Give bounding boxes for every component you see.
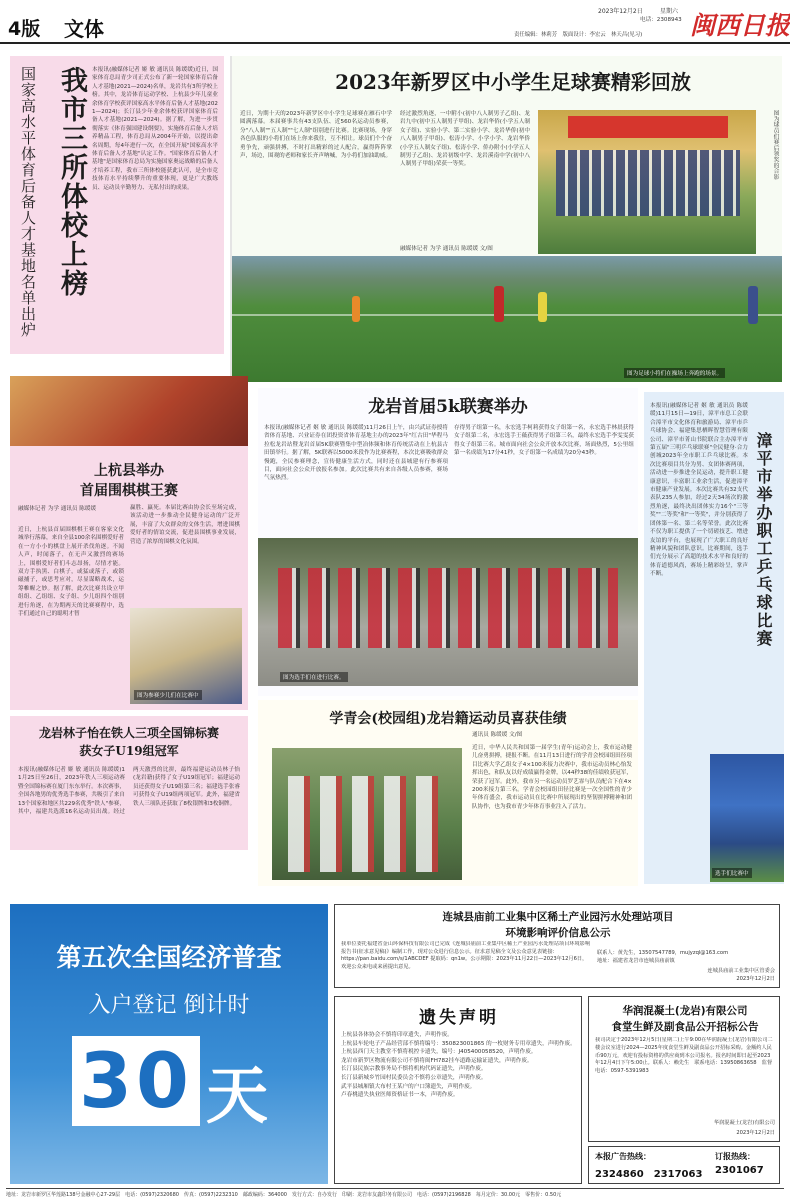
article-body-col1: 近日，上杭县首届围棋棋王赛在客家文化城举行落幕，来自全县100余名围棋爱好者在一方小小的棋盘上展开杀伐角逐。不闻人声，时闻落子，在无声又激烈的赛场上，围棋爱好者们斗志昂扬，尽情才能。双方手执黑、白棋子，或猛或落子，或锁磁捕子，或思考应对，尽显谋略战术，运筹帷幄之妙。据了解，此次比赛共设立甲组组、乙组组、女子组、少儿组四个组别进行角逐，在为期两天的比赛赛程中，选手们通过自己的聪明才智 — [18, 527, 124, 618]
weiqi-photo-caption: 图为参赛少儿们在比赛中 — [134, 690, 202, 700]
census-title: 第五次全国经济普查 — [56, 943, 282, 972]
article-title: 学青会(校园组)龙岩籍运动员喜获佳绩 — [329, 711, 567, 727]
ad-hotline-numbers: 2324860 2317063 — [595, 1169, 703, 1180]
lost-notice-title: 遗失声明 — [419, 1008, 499, 1028]
zhangping-article — [644, 392, 784, 884]
player-blue — [748, 286, 758, 324]
census-subtitle: 入户登记 倒计时 — [88, 993, 250, 1018]
notice-title-line1: 连城县庙前工业集中区稀土产业园污水处理站项目 — [442, 911, 674, 923]
notice-title-line2: 环境影响评价信息公示 — [505, 927, 611, 939]
lost-item: 上杭县各体协会不慎将印章遗失，声明作废。 — [341, 1032, 453, 1038]
article-title-line2: 首届围棋棋王赛 — [80, 483, 178, 499]
sub-hotline-label: 订报热线： — [715, 1152, 755, 1161]
lost-item: 长汀县民族宗教事务局不慎将机构代码证遗失，声明作废。 — [341, 1066, 487, 1073]
header-phone: 电话：2308943 — [640, 17, 682, 23]
tender-signer: 华润混凝土(龙岩)有限公司 — [713, 1120, 775, 1126]
player-orange — [352, 296, 360, 322]
weiqi-article — [10, 376, 248, 710]
article-body-col2: 赢胜、赢死。本届比赛由协会长至场完成，该活动进一步推动全民健身运动的广泛开展，丰富了大众群众的文体生活，增进围棋爱好者的情谊交流，促进县围棋事业发展，营造了浓厚的围棋文化氛围。 — [130, 505, 240, 545]
article-title-line2: 获女子U19组冠军 — [79, 744, 179, 758]
tender-body: 我司决定于2023年12月5日(星期二)上午9:00在华润混凝土(龙岩)有限公司二楼会议室进行2024—2025年度食堂生鲜及副食品公开招标采购。金额约人民币90万元，欢迎有投标资格的供应商到本公司报名。报名时间即日起至2023年12月4日下午5:00止。联系人：赖先生 联系电话：13950863658 监督电话：0597-5391983 — [595, 1037, 773, 1075]
newspaper-logo: 闽西日报 — [690, 11, 790, 40]
notice-body: 我单位委托福建省金山环保科技有限公司已完成《连城县庙前工业集中区稀土产业园污水处理站项目环境影响报告书(征求意见稿)》编制工作，现对公众进行信息公示。征求意见稿全文及公众意见表链接：https://pan.baidu.com/s/1ABCDEF 提取码：qn1w。公示期限：2023年11月22日—2023年12月6日，欢迎公众来电或来函提出意见。 — [341, 941, 591, 970]
lost-item: 卢春桃遗失执业医师资格证书一本，声明作废。 — [341, 1092, 459, 1099]
lost-item: 上杭县西门天主教堂不慎将税控卡遗失，编号：J405400058520，声明作废。 — [341, 1049, 537, 1056]
match-photo — [232, 256, 782, 382]
lost-notice-list — [341, 1031, 579, 1181]
team-photo-caption: 图为球员们赛后领奖的合影 — [772, 110, 778, 180]
article-body-col2: 经过激烈角逐，一中附小(初中八人制男子乙组)、龙岩九中(初中五人制男子甲组)、龙岩华侨(小学五人制女子组)、实验小学、第二实验小学、龙岩华侨(初中八人制男子甲组)、松涛小学、小学小学、龙岩华侨(小学五人制女子组)、松涛小学、侨办附小(小学五人制男子乙组)、龙岩初级中学、龙岩溪南中学(初中八人制男子甲组)荣获一等奖。 — [400, 111, 530, 168]
xueqinghui-article — [258, 700, 638, 886]
linzi-article — [10, 716, 248, 850]
player-yellow — [538, 292, 547, 322]
field-line — [232, 314, 782, 316]
athletes-row — [288, 776, 446, 872]
sports-schools-article — [10, 56, 224, 354]
notice-address: 地址：福建省龙岩市连城县庙前镇 — [597, 958, 675, 964]
notice-date: 2023年12月2日 — [736, 976, 775, 982]
env-notice — [334, 904, 780, 988]
lost-item: 上杭县车轮电子产品经营部不慎将编号：350823001865 的一枚财务专用章遗失，声明作废。 — [341, 1040, 576, 1047]
article-title-line1: 上杭县举办 — [94, 463, 164, 479]
tender-title-line1: 华润混凝土(龙岩)有限公司 — [622, 1005, 748, 1017]
article-title: 我市三所体校上榜 — [56, 66, 87, 298]
tender-notice — [588, 996, 780, 1142]
lost-item: 武平县城厢镇大布村王某户的户口簿遗失，声明作废。 — [341, 1083, 476, 1090]
header-date: 2023年12月2日 — [598, 8, 643, 15]
header-editors: 责任编辑：林莉芳 版面设计：李宏云 林天昌(见习) — [514, 32, 643, 38]
article-title: 漳平市举办职工乒乓球比赛 — [754, 432, 773, 648]
article-body-col1: 本报讯(融媒体记者 姬 敏 通讯员 陈缓缓)11月26日上午，由兴武证券授将省体育基地、兴业证券在团投资省体育基地主办的2023年"红古田"华程马拉松龙岩站暨龙岩首届5K联赛暨集中型冶体频和体育传统活动在上杭县古田镇举行。据了解，5K联赛以5000米段作为比赛赛程，本次比赛吸收群众慢跑，全民参赛理念，宣传健康生活方式，同时还在县城建有行参赛项目，面向社会公众开放报名参加。此次比赛共有来自各级人员参赛，赛场气氛热烈。 — [264, 425, 448, 482]
article-author: 通讯员 陈缓缓 文/图 — [472, 732, 523, 738]
article-author: 融媒体记者 为学 通讯员 陈缓缓 文/图 — [400, 246, 493, 252]
notice-contact: 联系人：黄先生，13507547789，mujyzql@163.com — [597, 950, 729, 956]
hotlines-box — [588, 1146, 780, 1184]
article-title: 2023年新罗区中小学生足球赛精彩回放 — [335, 70, 691, 94]
lost-item: 龙岩市新罗区物流有限公司不慎将闽FH782挂车道路运输证遗失，声明作废。 — [341, 1057, 533, 1064]
lost-notice — [334, 996, 582, 1184]
census-ad — [10, 904, 328, 1184]
census-unit: 天 — [206, 1059, 269, 1132]
header-weekday: 星期六 — [660, 8, 679, 15]
weiqi-photo-bottom — [130, 608, 242, 704]
notice-signer: 连城县庙前工业集中区管委会 — [707, 968, 775, 974]
ad-hotline-label: 本报广告热线： — [595, 1152, 651, 1161]
football-article — [230, 56, 782, 382]
athletes-photo — [272, 748, 462, 880]
article-subtitle: 国家高水平体育后备人才基地名单出炉 — [19, 66, 37, 338]
pingpong-photo-caption: 选手们比赛中 — [712, 868, 752, 878]
header-rule — [0, 42, 790, 44]
runners-group — [278, 568, 618, 648]
article-body-col2: 存得男子组第一名，永宏选手柯莉获得女子组第一名，永宏选手林晨获得女子组第二名，永宏选手王薇获得男子组第三名，最终永宏选手李雯雯获得女子组第三名。城市面向社会公众开放本次比赛，场面热烈，5公里组第一名成绩为17分41秒，女子组第一名成绩为20分43秒。 — [454, 425, 634, 457]
article-author: 融媒体记者 为学 通讯员 陈缓缓 — [18, 506, 97, 512]
lost-item: 长汀县新城乡竹园村民委员会不慎将公章遗失，声明作废。 — [341, 1074, 487, 1081]
longyan-5k-article — [258, 388, 638, 696]
article-body: 近日，中华人民共和国第一届学生(青年)运动会上，我市运动健儿奋勇拼搏，捷报不断。在11月13日进行的学青会校园组田径项目比赛大学乙组女子4×100米接力决赛中，我市运动员林心怡发挥出色，和队友以好成绩赢得金牌，以44秒38的佳绩收获冠军，荣获了冠军。此外，我市另一名运动员罗艺霏与队员配合下在4×200米接力第三名。学青会校园组田径比赛是一次全国性的青少年体育盛会，我市运动员在比赛中所展现出的坚韧拼搏精神和团队协作，也为我市青少年体育事业注入了活力。 — [472, 745, 632, 810]
sub-hotline-number: 2301067 — [715, 1165, 764, 1176]
banner — [568, 116, 728, 138]
players-row — [556, 150, 740, 216]
player-red — [494, 286, 504, 322]
race-photo-caption: 图为选手们在进行比赛。 — [280, 672, 348, 682]
article-body: 本报讯(融媒体记者 姬 敏 通讯员 陈缓缓)近日，国家体育总局青少司正式公布了新一轮国家体育后备人才基地(2021—2024)名单，龙岩共有3所学校上榜。其中，龙岩体育运动学校、上杭县少年儿童业余体育学校获评国家高水平体育后备人才基地(2021—2024)；长汀县少年业余体校获评国家体育后备人才基地(2021—2024)。据了解，为进一步贯彻落实《体育强国建设纲要》，实施体育后备人才培养精品工程，体育总局从2004年开始，以提出命名周期，每4年进行一次，在全国开展"国家高水平体育后备人才基地"认定工作。"国家体育后备人才基地"是国家体育总局为实施国家奥运战略的后备人才培养工程，我市三所体校能获此认可，是全市竞技体育水平持续攀升的重要体现，更是广大教练员、运动员辛勤努力、无私付出的成果。 — [92, 67, 218, 191]
article-title: 龙岩首届5k联赛举办 — [368, 397, 528, 417]
team-photo — [538, 110, 756, 254]
section-name: 文体 — [64, 17, 104, 41]
article-body-col1: 近日，为期十天的2023年新罗区中小学生足球赛在雁石中学圆满落幕。本届赛事共有43支队伍、近560名运动员参赛，分"八人制""五人制""七人制"组别进行比赛。比赛现场，身穿各色队服的小将们在场上你来我往，互不相让。球员们个个奋勇争先，顽强拼搏，不时打出精彩的过人配合，赢得阵阵掌声，场边，围观的老师和家长齐声呐喊，为小将们加油助威。 — [240, 111, 392, 160]
article-body: 本报讯(融媒体记者 姬 敏 通讯员 陈缓缓)11月25日至26日，2023年铁人三项运动赛暨全国锦标赛在厦门东东举行。本次赛事，全国各地男的优秀选手参赛，共吸引了来自13个国家和地区共229名优秀"铁人"参赛，其中，福建共选派16名运动员出战。经过两天激烈的比拼，最终福建运动员林子怡(龙岩籍)获得了女子U19组冠军；福建运动员还获得女子U19组第三名；福建选手张睿可获得女子U19组两项冠军。此外，福建省铁人三项队还获取了8枚银牌和3枚铜牌。 — [18, 767, 240, 816]
match-photo-caption: 图为足球小将们在操场上奔跑的场景。 — [624, 368, 725, 378]
tender-title-line2: 食堂生鲜及副食品公开招标公告 — [611, 1021, 759, 1033]
race-photo — [258, 538, 638, 686]
weiqi-photo-top — [10, 376, 248, 446]
page-footer: 地址：龙岩市新罗区华莲路138号金融中心27-29层 电话：(0597)2320680 传真：(0597)2232310 邮政编码：364000 发行方式：自办发行 印刷：龙岩市友鑫印务有限公司 电话：(0597)2196828 每月定价：30.00元 零售价：0.50元 — [6, 1188, 784, 1198]
edition-number: 4版 — [8, 18, 41, 40]
article-body: 本报讯(融媒体记者 姬 敏 通讯员 陈缓缓)11月15日—19日，漳平市总工会联合漳平市文化体育和旅游局、漳平市乒乓球协会、福建集思栖晖智慧管理有限公司、漳平市菁山书院联合主办漳平市第五届"三明乒乓球联赛"全民健身·合力创城2023年全市职工乒乓球比赛。本次比赛项目共分为男、女团体赛两项，活动进一步推进全民运动，提升职工健康意识，丰富职工业余生活，促进漳平市健康产业发展。本次比赛共有32支代表队235人参加，经过2天34场次的激烈角逐，最终决出团体实力16个"三等奖""二等奖"和"一等奖"，并分别获得了团体第一名、第二名等荣誉。此次比赛不仅为职工提供了一个切磋技艺、增进友谊的平台，也展现了广大职工的良好精神风貌和团队意识。比赛期间，选手们充分展示了高超的技术水平和良好的体育道德风尚，赛场上精彩纷呈，掌声不断。 — [650, 403, 748, 578]
page-header — [0, 0, 790, 44]
article-title-line1: 龙岩林子怡在铁人三项全国锦标赛 — [38, 726, 219, 740]
pingpong-photo — [710, 754, 784, 882]
tender-date: 2023年12月2日 — [736, 1130, 775, 1136]
census-days: 30 — [72, 1036, 200, 1126]
